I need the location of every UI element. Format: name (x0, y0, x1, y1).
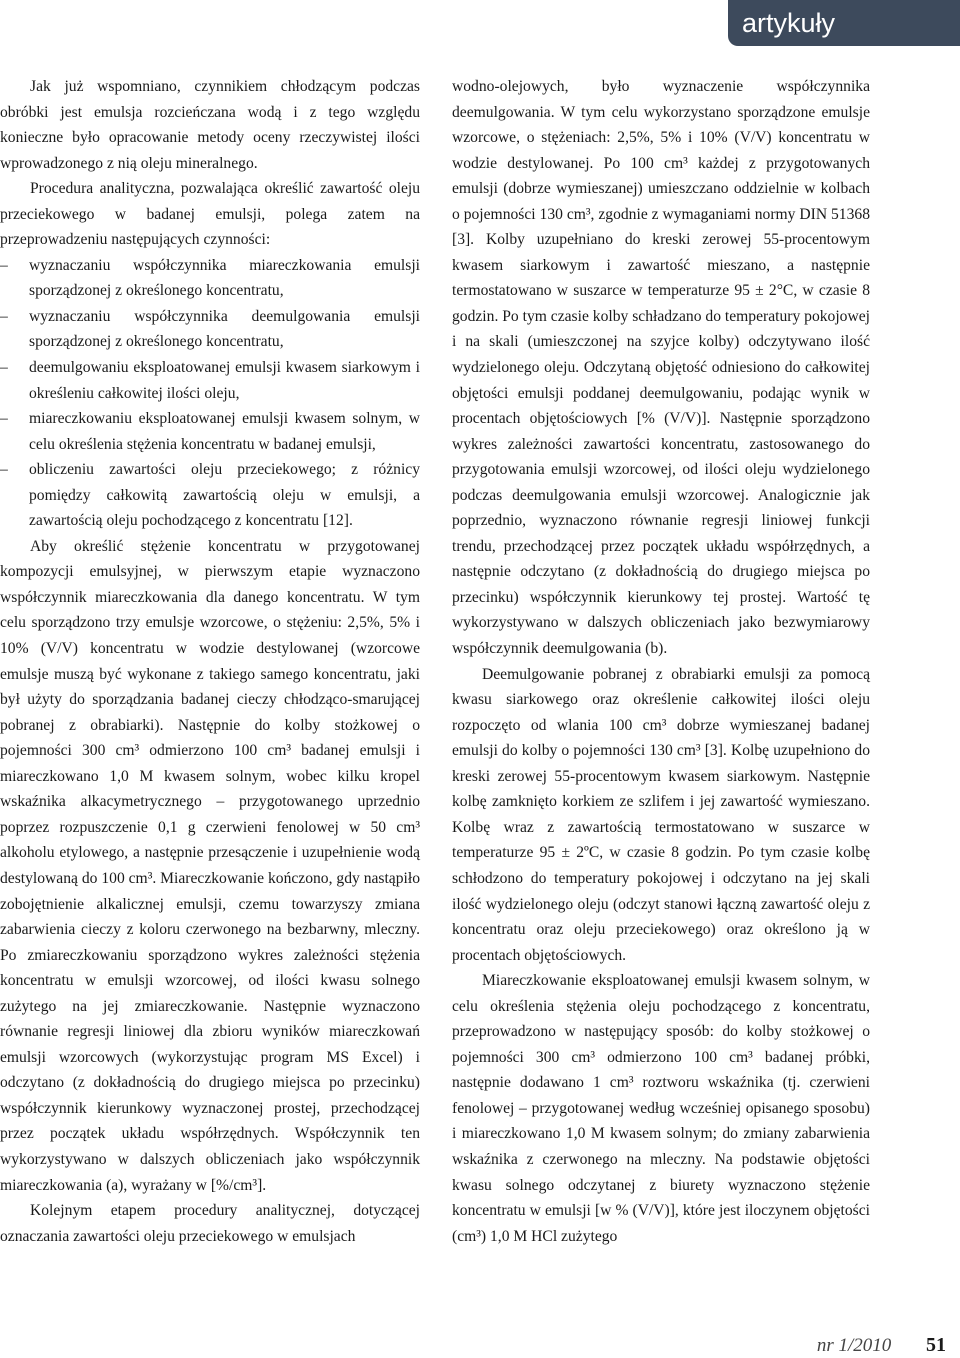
paragraph-next-stage: Kolejnym etapem procedury analitycznej, dotyczącej oznaczania zawartości oleju przeciekowego w emulsjach (0, 1202, 420, 1245)
page-footer (817, 1333, 946, 1358)
section-tab: artykuły (728, 0, 960, 46)
page-number: 51 (926, 1334, 946, 1356)
list-item: – miareczkowaniu eksploatowanej emulsji kwasem solnym, w celu określenia stężenia koncentratu w badanej emulsji, (0, 406, 420, 457)
paragraph-procedure: Procedura analityczna, pozwalająca określić zawartość oleju przeciekowego w badanej emulsji, polega zatem na przeprowadzeniu następujących czynności: (0, 180, 420, 249)
list-item: – deemulgowaniu eksploatowanej emulsji kwasem siarkowym i określeniu całkowitej ilości oleju, (0, 355, 420, 406)
issue-number: nr 1/2010 (816, 1335, 892, 1356)
paragraph-titration: Miareczkowanie eksploatowanej emulsji kwasem solnym, w celu określenia stężenia oleju pochodzącego z koncentratu, przeprowadzono w następujący sposób: do kolby stożkowej o pojemności 300 cm³ odmierzono 100 cm³ badanej próbki, następnie dodawano 1 cm³ roztworu wskaźnika (tj. czerwieni fenolowej – przygotowanej według wcześniej opisanego sposobu) i miareczkowano 1,0 M kwasem solnym; do zmiany zabarwienia wskaźnika z czerwonego na mleczny. Na podstawie objętości kwasu solnego odczytanej z biurety wyznaczono stężenie koncentratu w emulsji [w % (V/V)], które jest iloczynem objętości (cm³) 1,0 M HCl zużytego (452, 972, 870, 1245)
list-item: – wyznaczaniu współczynnika miareczkowania emulsji sporządzonej z określonego koncentratu, (0, 253, 420, 304)
paragraph-titration-coefficient: Aby określić stężenie koncentratu w przygotowanej kompozycji emulsyjnej, w pierwszym etapie wyznaczono współczynnik miareczkowania dla danego koncentratu. W tym celu sporządzono trzy emulsje wzorcowe, o stężeniu: 2,5%, 5% i 10% (V/V) koncentratu w wodzie destylowanej (wzorcowe emulsje muszą być wykonane z takiego samego koncentratu, jaki był użyty do sporządzania badanej cieczy chłodząco-smarującej pobranej z obrabiarki). Następnie do kolby stożkowej o pojemności 300 cm³ odmierzono 100 cm³ badanej emulsji i miareczkowano 1,0 M kwasem solnym, wobec kilku kropel wskaźnika alkacymetrycznego – przygotowanego uprzednio poprzez rozpuszczenie 0,1 g czerwieni fenolowej w 50 cm³ alkoholu etylowego, a następnie przesączenie i uzupełnienie wodą destylowaną do 100 cm³. Miareczkowanie kończono, gdy nastąpiło zobojętnienie alkalicznej emulsji, czemu towarzyszy zmiana zabarwienia cieczy z koloru czerwonego na bezbarwny, mleczny. Po zmiareczkowaniu sporządzono wykres zależności stężenia koncentratu w emulsji wzorcowej, od ilości kwasu solnego zużytego na jej zmiareczkowanie. Następnie wyznaczono równanie regresji liniowej dla zbioru wyników miareczkowań emulsji wzorcowych (wykorzystując program MS Excel) i odczytano (z dokładnością do drugiego miejsca po przecinku) współczynnik kierunkowy wyznaczonej prostej, przechodzącej przez początek układu współrzędnych. Współczynnik ten wykorzystywano w dalszych obliczeniach jako współczynnik miareczkowania (a), wyrażany w [%/cm³]. (0, 537, 420, 1194)
list-item: – wyznaczaniu współczynnika deemulgowania emulsji sporządzonej z określonego koncentratu, (0, 304, 420, 355)
paragraph-intro: Jak już wspomniano, czynnikiem chłodzącym podczas obróbki jest emulsja rozcieńczana wodą i z tego względu konieczne było opracowanie metody oceny rzeczywistej ilości wprowadzonego z nią oleju mineralnego. (0, 78, 420, 172)
paragraph-demulsification: Deemulgowanie pobranej z obrabiarki emulsji za pomocą kwasu siarkowego oraz określenie całkowitej ilości oleju rozpoczęto od wlania 100 cm³ dobrze wymieszanej badanej emulsji do kolby o pojemności 130 cm³ [3]. Kolbę uzupełniono do kreski zerowej 55-procentowym kwasem siarkowym. Następnie kolbę zamknięto korkiem ze szlifem i jej zawartość wymieszano. Kolbę wraz z zawartością termostatowano w suszarce w temperaturze 95 ± 2ºC, w czasie 8 godzin. Po tym czasie kolbę schłodzono do temperatury pokojowej i odczytano na jej skali ilość wydzielonego oleju (odczyt stanowi łączną zawartość oleju z koncentratu oraz oleju przeciekowego) oraz określono ją w procentach objętościowych. (452, 665, 870, 964)
right-column (452, 74, 870, 1249)
paragraph-demulsification-coefficient: wodno-olejowych, było wyznaczenie współczynnika deemulgowania. W tym celu wykorzystano sporządzone emulsje wzorcowe, o stężeniach: 2,5%, 5% i 10% (V/V) koncentratu w wodzie destylowanej. Po 100 cm³ każdej z przygotowanych emulsji (dobrze wymieszanej) umieszczano oddzielnie w kolbach o pojemności 130 cm³, zgodnie z wymaganiami normy DIN 51368 [3]. Kolby uzupełniano do kreski zerowej 55-procentowym kwasem siarkowym i zawartość mieszano, a następnie termostatowano w suszarce w temperaturze 95 ± 2°C, w czasie 8 godzin. Po tym czasie kolby schładzano do temperatury pokojowej i na skali (umieszczonej na szyjce kolby) odczytywano ilość wydzielonego oleju. Odczytaną objętość odniesiono do całkowitej objętości emulsji poddanej deemulgowaniu, podając wynik w procentach objętościowych [% (V/V)]. Następnie sporządzono wykres zależności zawartości koncentratu, zastosowanego do przygotowania emulsji wzorcowej, od ilości oleju wydzielonego podczas deemulgowania emulsji wzorcowej. Analogicznie jak poprzednio, wyznaczono równanie regresji liniowej funkcji trendu, przechodzącej przez początek układu współrzędnych, a następnie odczytano (z dokładnością do drugiego miejsca po przecinku) współczynnik kierunkowy tej prostej. Wartość tę wykorzystywano w dalszych obliczeniach jako bezwymiarowy współczynnik deemulgowania (b). (452, 78, 870, 658)
procedure-steps-list (0, 253, 420, 534)
left-column (0, 74, 420, 1249)
list-item: – obliczeniu zawartości oleju przeciekowego; z różnicy pomiędzy całkowitą zawartością oleju w emulsji, a zawartością oleju pochodzącego z koncentratu [12]. (0, 457, 420, 534)
